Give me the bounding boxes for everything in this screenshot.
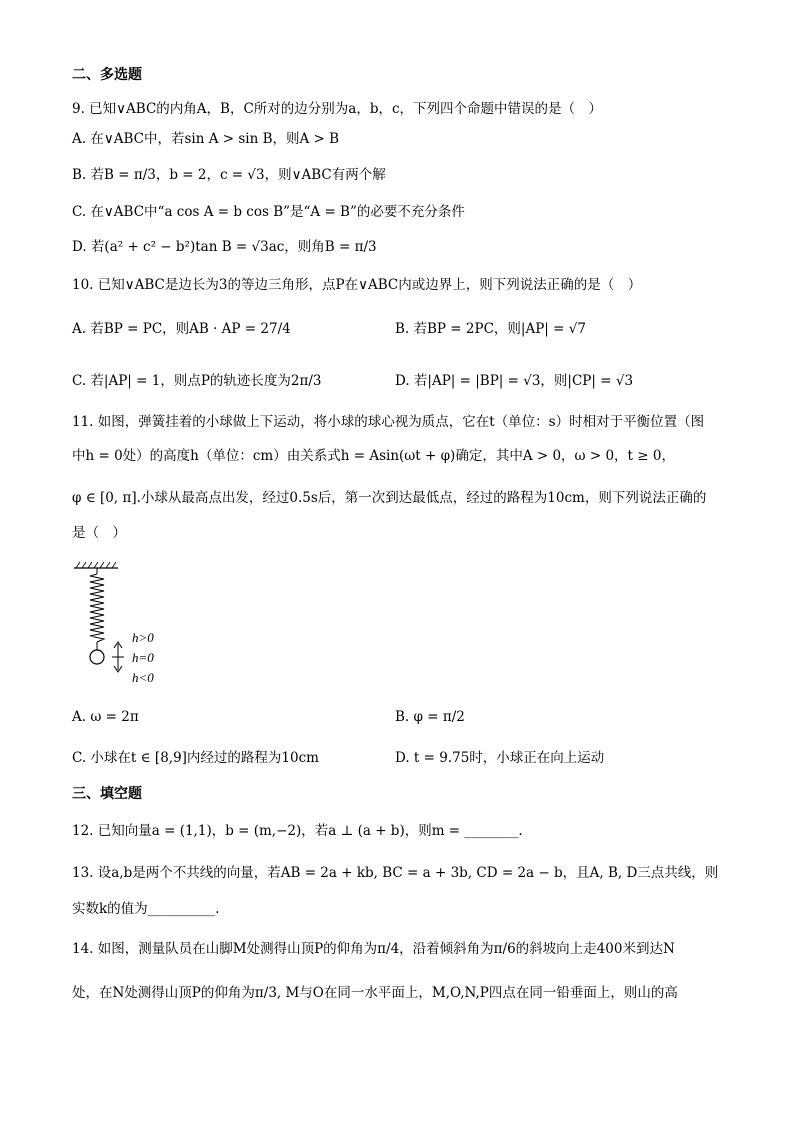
question-11-line-2: 中h = 0处）的高度h（单位：cm）由关系式h = Asin(ωt + φ)确定，其中A > 0，ω > 0，t ≥ 0，	[72, 448, 675, 464]
question-11-line-1: 11. 如图，弹簧挂着的小球做上下运动，将小球的球心视为质点，它在t（单位：s）时相对于平衡位置（图	[72, 414, 705, 430]
question-10-option-d: D. 若|AP| = |BP| = √3，则|CP| = √3	[395, 373, 634, 389]
section-heading-multiple-choice: 二、多选题	[72, 67, 142, 83]
question-11-option-a: A. ω = 2π	[72, 709, 139, 725]
question-12: 12. 已知向量a = (1,1)，b = (m,−2)，若a ⊥ (a + b)，则m = ________.	[72, 823, 523, 839]
ball	[90, 650, 104, 664]
question-9-option-d: D. 若(a² + c² − b²)tan B = √3ac，则角B = π/3	[72, 239, 377, 255]
ceiling-hatch	[74, 562, 118, 568]
question-9-option-a: A. 在∨ABC中，若sin A > sin B，则A > B	[72, 131, 340, 147]
question-14-line-1: 14. 如图，测量队员在山脚M处测得山顶P的仰角为π/4，沿着倾斜角为π/6的斜坡向上走400米到达N	[72, 941, 675, 957]
question-11-option-c: C. 小球在t ∈ [8,9]内经过的路程为10cm	[72, 750, 319, 766]
question-9-option-b: B. 若B = π/3，b = 2，c = √3，则∨ABC有两个解	[72, 167, 386, 183]
label-h-positive: h>0	[132, 630, 154, 645]
question-9-option-c: C. 在∨ABC中“a cos A = b cos B”是“A = B”的必要不充分条件	[72, 204, 465, 220]
spring-ball-figure	[70, 558, 170, 690]
question-10-option-b: B. 若BP = 2PC，则|AP| = √7	[395, 321, 586, 337]
question-13-line-1: 13. 设a,b是两个不共线的向量，若AB = 2a + kb, BC = a + 3b, CD = 2a − b，且A, B, D三点共线，则	[72, 865, 719, 881]
question-10-option-a: A. 若BP = PC，则AB · AP = 27/4	[72, 321, 291, 337]
label-h-zero: h=0	[132, 650, 154, 665]
question-11-line-4: 是（ ）	[72, 525, 126, 541]
label-h-negative: h<0	[132, 670, 154, 685]
question-10-stem: 10. 已知∨ABC是边长为3的等边三角形，点P在∨ABC内或边界上，则下列说法正确的是（ ）	[72, 277, 642, 293]
section-heading-fill-in: 三、填空题	[72, 786, 142, 802]
question-13-line-2: 实数k的值为__________.	[72, 901, 220, 917]
spring-coil	[90, 574, 104, 642]
up-down-arrow-icon	[112, 642, 124, 672]
question-14-line-2: 处，在N处测得山顶P的仰角为π/3, M与O在同一水平面上，M,O,N,P四点在同一铅垂面上，则山的高	[72, 985, 678, 1001]
question-10-option-c: C. 若|AP| = 1，则点P的轨迹长度为2π/3	[72, 373, 322, 389]
question-9-stem: 9. 已知∨ABC的内角A，B，C所对的边分别为a，b，c，下列四个命题中错误的是（ ）	[72, 101, 603, 117]
question-11-option-d: D. t = 9.75时，小球正在向上运动	[395, 750, 605, 766]
question-11-line-3: φ ∈ [0, π].小球从最高点出发，经过0.5s后，第一次到达最低点，经过的路程为10cm，则下列说法正确的	[72, 490, 707, 506]
question-11-option-b: B. φ = π/2	[395, 709, 465, 725]
